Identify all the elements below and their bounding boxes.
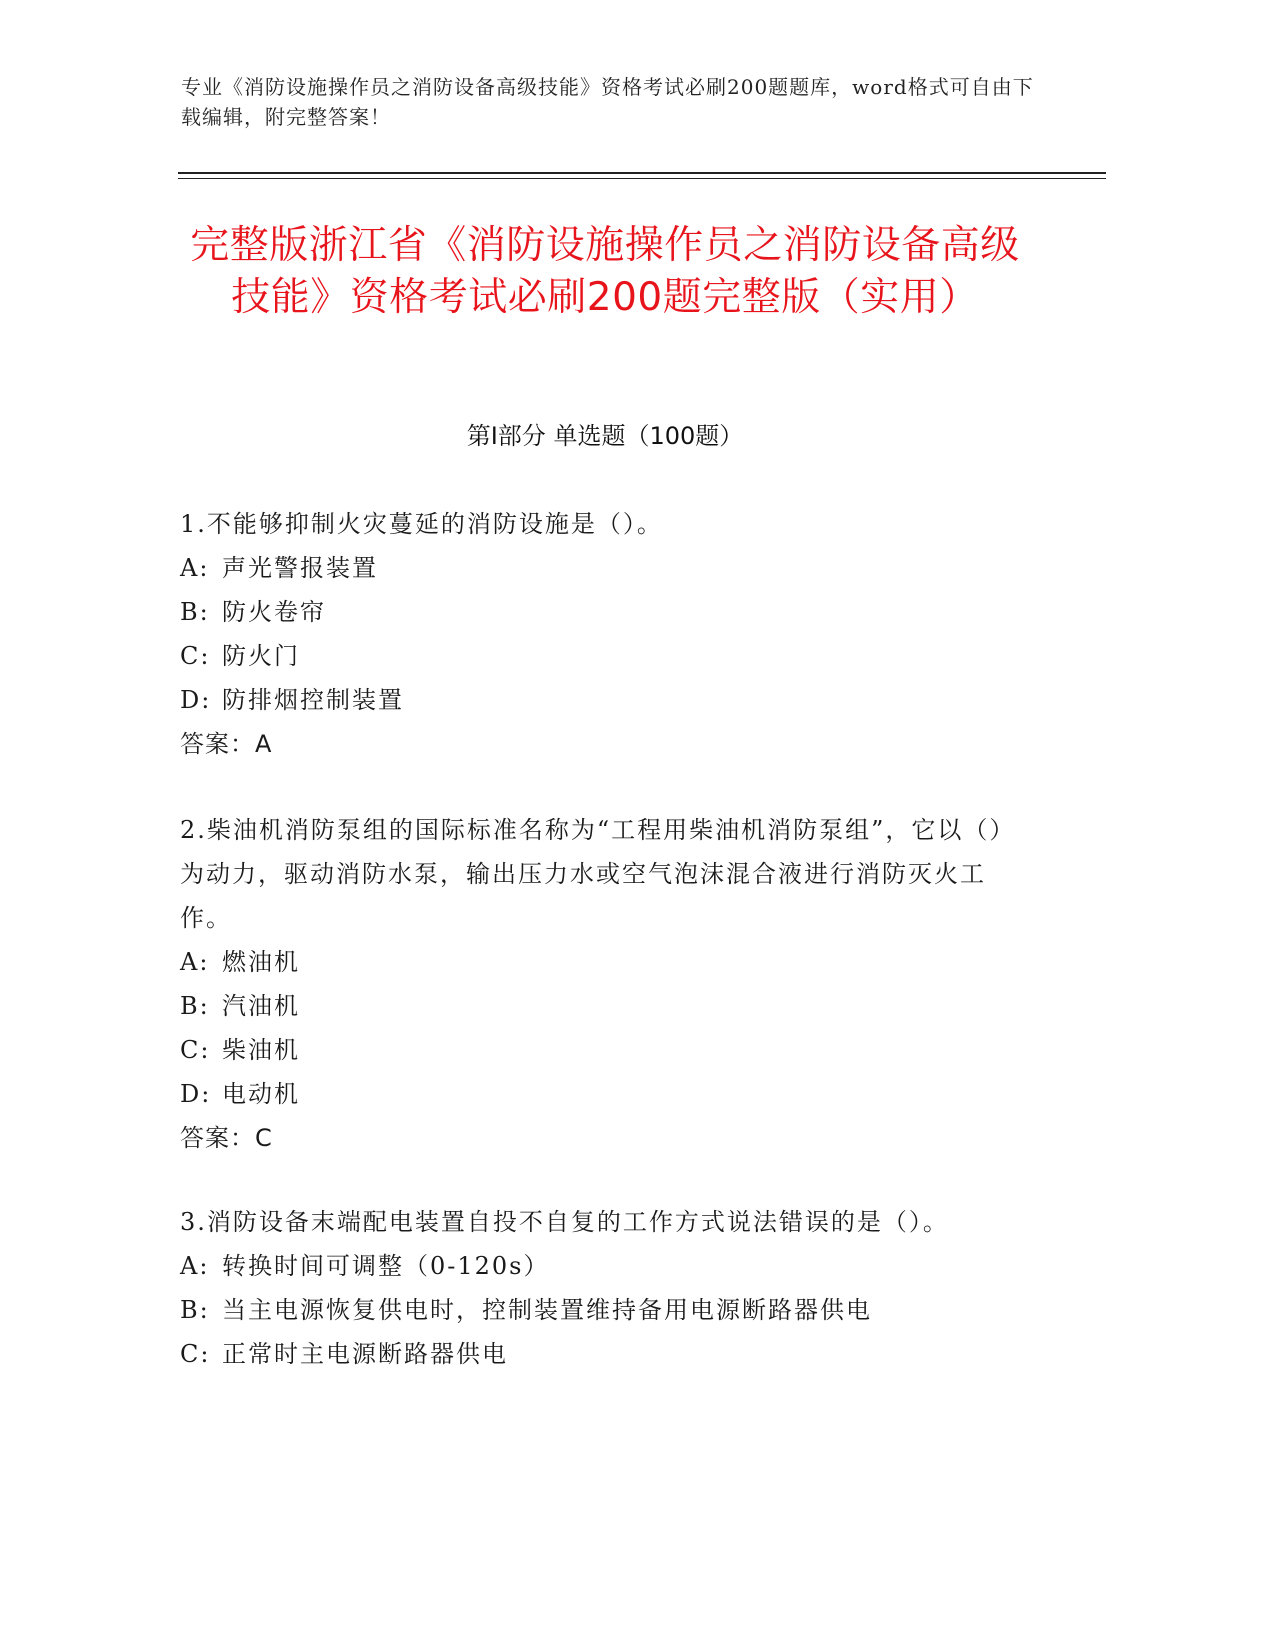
- option-text: 防火卷帘: [222, 598, 326, 626]
- header-note: 专业《消防设施操作员之消防设备高级技能》资格考试必刷200题题库，word格式可自由下载编辑，附完整答案！: [181, 75, 1034, 129]
- option-b: [180, 984, 1020, 1028]
- option-b: [180, 590, 1020, 634]
- option-a: [180, 1244, 1020, 1288]
- option-text: 转换时间可调整（0-120s）: [222, 1252, 550, 1280]
- answer: 答案：A: [180, 730, 273, 758]
- option-c: [180, 1332, 1020, 1376]
- option-key: A:: [180, 1252, 210, 1280]
- option-a: [180, 546, 1020, 590]
- option-text: 汽油机: [222, 992, 300, 1020]
- question-text: 3.消防设备末端配电装置自投不自复的工作方式说法错误的是（）。: [180, 1208, 949, 1236]
- question-3: [180, 1200, 1020, 1376]
- document-title: 完整版浙江省《消防设施操作员之消防设备高级技能》资格考试必刷200题完整版（实用）: [190, 223, 1020, 320]
- option-c: [180, 1028, 1020, 1072]
- option-key: A:: [180, 948, 210, 976]
- option-text: 柴油机: [222, 1036, 300, 1064]
- option-text: 声光警报装置: [222, 554, 378, 582]
- section-title: 第Ⅰ部分 单选题（100题）: [466, 422, 744, 450]
- option-key: C:: [180, 1036, 211, 1064]
- option-c: [180, 634, 1020, 678]
- option-key: C:: [180, 642, 211, 670]
- option-text: 正常时主电源断路器供电: [222, 1340, 508, 1368]
- option-text: 电动机: [222, 1080, 300, 1108]
- option-d: [180, 1072, 1020, 1116]
- option-key: D:: [180, 1080, 212, 1108]
- option-text: 防排烟控制装置: [222, 686, 404, 714]
- option-d: [180, 678, 1020, 722]
- option-key: A:: [180, 554, 210, 582]
- header-divider-thick: [178, 172, 1106, 174]
- option-b: [180, 1288, 1020, 1332]
- option-key: B:: [180, 598, 210, 626]
- option-key: D:: [180, 686, 212, 714]
- option-text: 燃油机: [222, 948, 300, 976]
- option-key: B:: [180, 1296, 210, 1324]
- header-divider-thin: [178, 178, 1106, 179]
- option-text: 防火门: [222, 642, 300, 670]
- question-2: [180, 808, 1020, 1160]
- question-1: [180, 502, 1020, 766]
- question-text: 1.不能够抑制火灾蔓延的消防设施是（）。: [180, 510, 663, 538]
- option-text: 当主电源恢复供电时，控制装置维持备用电源断路器供电: [222, 1296, 872, 1324]
- option-key: B:: [180, 992, 210, 1020]
- option-a: [180, 940, 1020, 984]
- question-text: 2.柴油机消防泵组的国际标准名称为“工程用柴油机消防泵组”，它以（）为动力，驱动消防水泵，输出压力水或空气泡沫混合液进行消防灭火工作。: [180, 816, 1016, 932]
- answer: 答案：C: [180, 1124, 273, 1152]
- option-key: C:: [180, 1340, 211, 1368]
